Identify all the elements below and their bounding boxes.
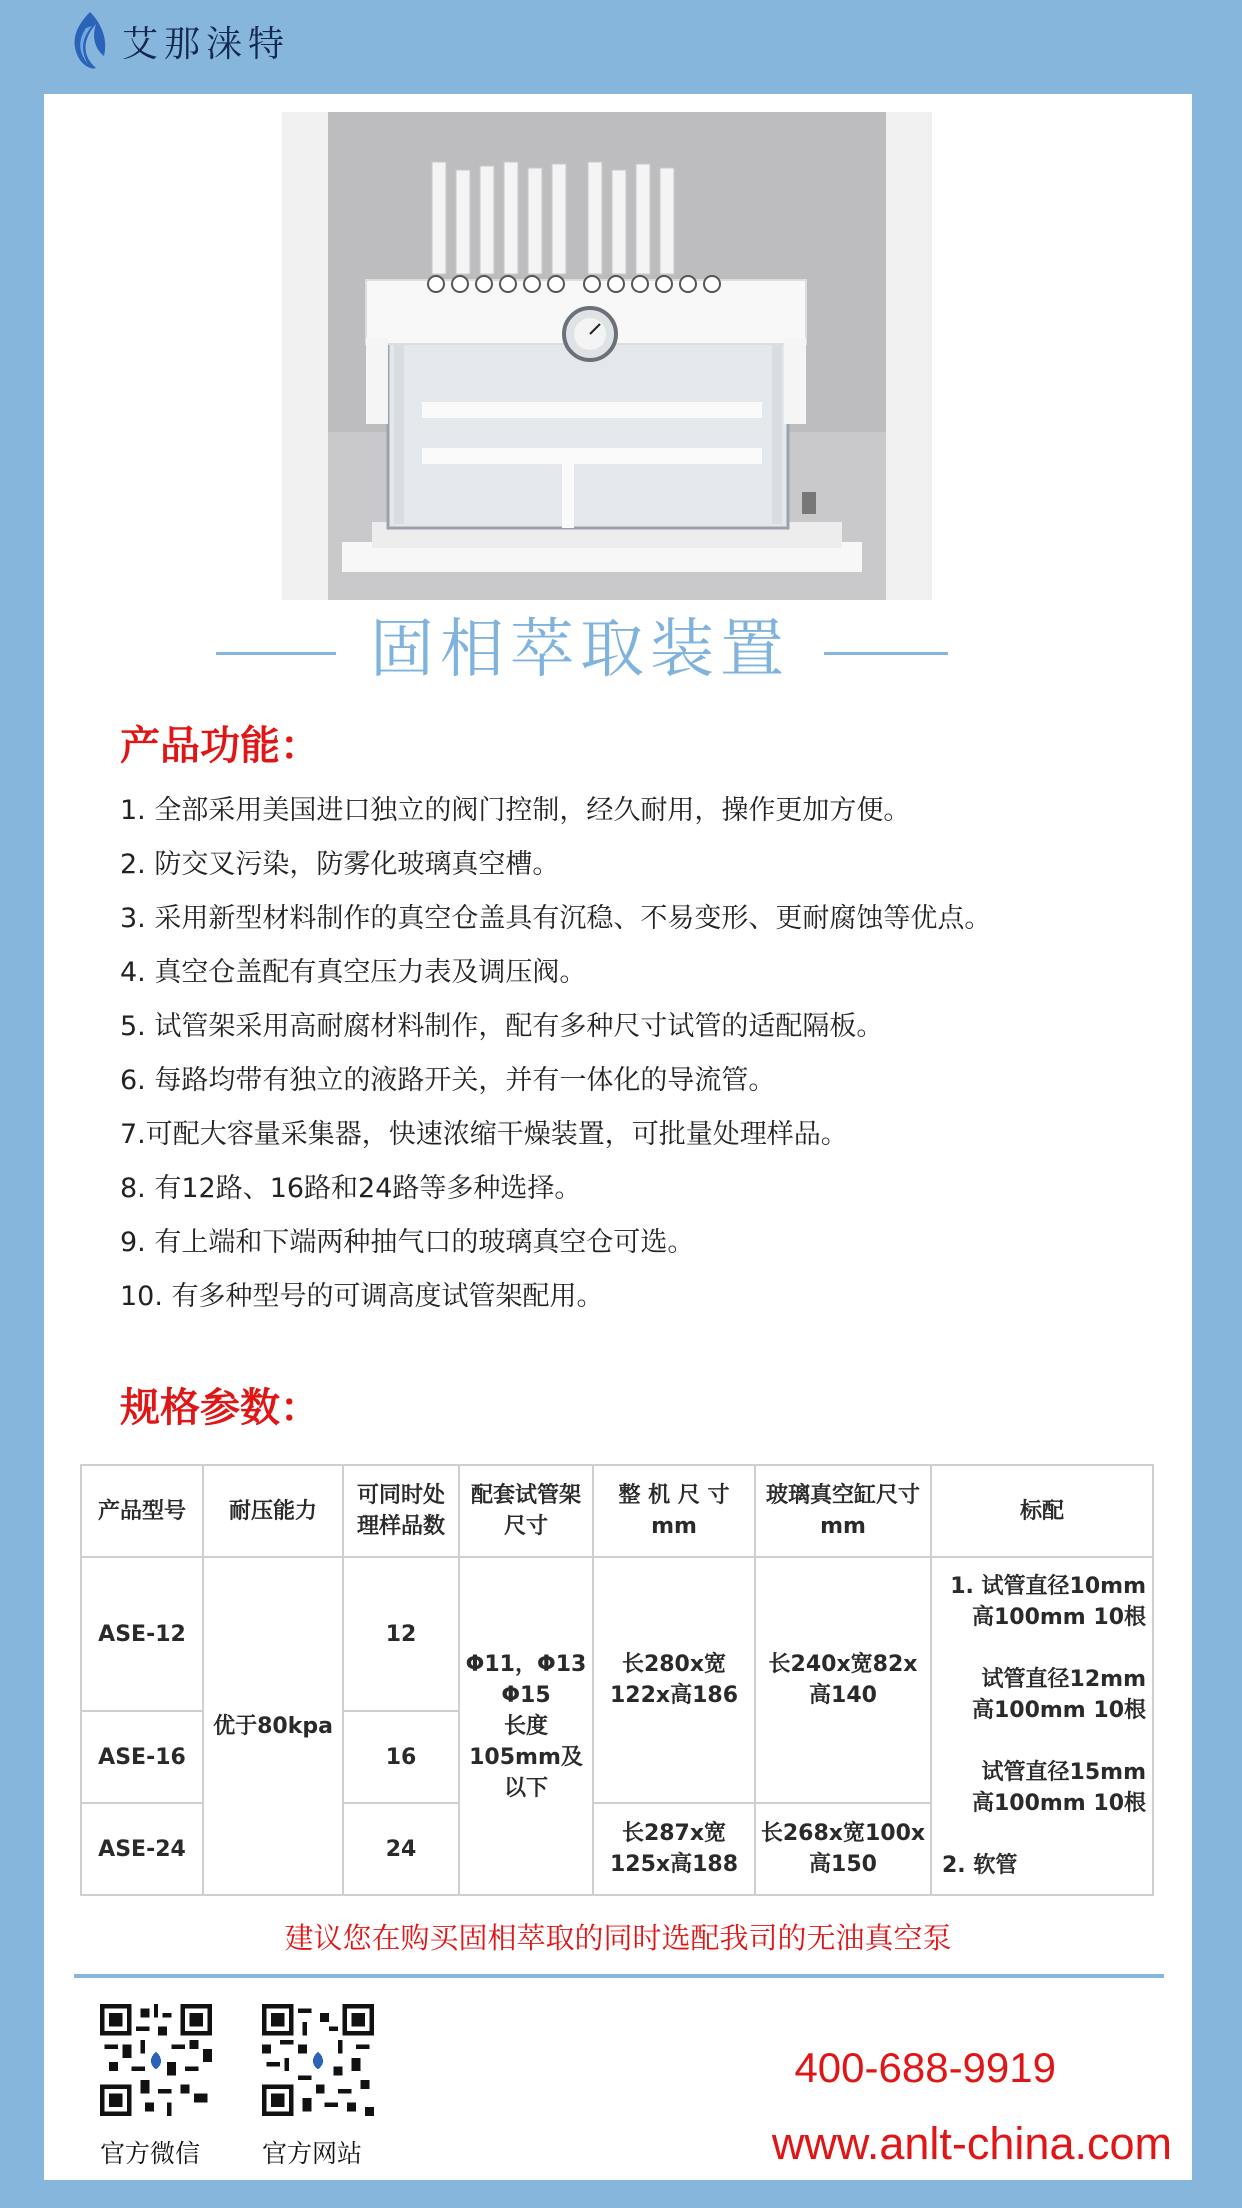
standard-line: [936, 1726, 1146, 1757]
website-qr-label: 官方网站: [262, 2139, 363, 2168]
cell-standard: [931, 1557, 1153, 1895]
specs-heading: 规格参数：: [120, 1385, 320, 1431]
cell-machine-size: [593, 1557, 755, 1803]
rack-size-line: 以下: [503, 1775, 548, 1801]
title-line-left: [216, 652, 336, 655]
brand: [66, 6, 290, 76]
cell-tank-size: [755, 1557, 931, 1803]
brand-name: 艾那涞特: [122, 23, 291, 65]
contact-website-link[interactable]: www.anlt-china.com: [771, 2118, 1172, 2169]
title-line-right: [824, 652, 948, 655]
standard-line: 试管直径12mm: [981, 1667, 1146, 1692]
table-row: [81, 1557, 1153, 1711]
pump-suggestion: 建议您在购买固相萃取的同时选配我司的无油真空泵: [284, 1921, 952, 1955]
machine-size-line: 长287x宽: [621, 1821, 727, 1846]
machine-size-line: 长280x宽: [621, 1652, 727, 1677]
header-samples: 可同时处理样品数: [343, 1465, 459, 1557]
machine-size-line: 122x高186: [609, 1683, 739, 1708]
header-standard: 标配: [931, 1465, 1153, 1557]
machine-size-line: 125x高188: [609, 1852, 739, 1877]
contact-phone[interactable]: 400-688-9919: [794, 2044, 1056, 2091]
feature-item: 3. 采用新型材料制作的真空仓盖具有沉稳、不易变形、更耐腐蚀等优点。: [120, 903, 992, 934]
rack-size-line: Φ11，Φ13: [465, 1651, 587, 1677]
standard-line: 1. 试管直径10mm: [950, 1574, 1146, 1599]
table-header-row: [81, 1465, 1153, 1557]
feature-item: 8. 有12路、16路和24路等多种选择。: [120, 1173, 582, 1204]
features-list: [120, 784, 1180, 1324]
cell-samples: 16: [343, 1711, 459, 1803]
tank-size-line: 高150: [809, 1852, 877, 1877]
standard-line: [936, 1633, 1146, 1664]
feature-item: 10. 有多种型号的可调高度试管架配用。: [120, 1281, 604, 1312]
content-panel: [44, 94, 1192, 2180]
cell-model: ASE-16: [81, 1711, 203, 1803]
wechat-qr-label: 官方微信: [100, 2139, 201, 2168]
feature-item: 6. 每路均带有独立的液路开关，并有一体化的导流管。: [120, 1065, 776, 1096]
tank-size-line: 高140: [809, 1683, 877, 1708]
product-title-row: [44, 602, 1192, 698]
rack-size-line: 105mm及: [469, 1744, 583, 1770]
header-pressure: 耐压能力: [203, 1465, 343, 1557]
cell-samples: 12: [343, 1557, 459, 1711]
website-qr-code[interactable]: [262, 2004, 374, 2116]
standard-line: 高100mm 10根: [971, 1605, 1146, 1630]
rack-size-line: 长度: [503, 1713, 548, 1739]
feature-item: 4. 真空仓盖配有真空压力表及调压阀。: [120, 957, 587, 988]
rack-size-line: Φ15: [501, 1682, 551, 1708]
spec-table: [80, 1464, 1154, 1896]
header-model: 产品型号: [81, 1465, 203, 1557]
feature-item: 7.可配大容量采集器，快速浓缩干燥装置，可批量处理样品。: [120, 1119, 848, 1150]
flame-logo-icon: [66, 10, 110, 72]
feature-item: 9. 有上端和下端两种抽气口的玻璃真空仓可选。: [120, 1227, 695, 1258]
tank-size-line: 长240x宽82x: [768, 1652, 918, 1677]
features-heading: 产品功能：: [120, 723, 320, 769]
header-machine-size: 整 机 尺 寸 mm: [593, 1465, 755, 1557]
feature-item: 1. 全部采用美国进口独立的阀门控制，经久耐用，操作更加方便。: [120, 795, 911, 826]
cell-pressure: 优于80kpa: [203, 1557, 343, 1895]
feature-item: 2. 防交叉污染，防雾化玻璃真空槽。: [120, 849, 560, 880]
cell-model: ASE-12: [81, 1557, 203, 1711]
cell-samples: 24: [343, 1803, 459, 1895]
wechat-qr-code[interactable]: [100, 2004, 212, 2116]
standard-line: [936, 1819, 1146, 1850]
standard-line: 高100mm 10根: [971, 1698, 1146, 1723]
standard-line: 2. 软管: [942, 1853, 1018, 1878]
product-photo: [282, 112, 932, 600]
standard-line: 试管直径15mm: [981, 1760, 1146, 1785]
product-title: 固相萃取装置: [370, 613, 790, 687]
feature-item: 5. 试管架采用高耐腐材料制作，配有多种尺寸试管的适配隔板。: [120, 1011, 884, 1042]
tank-size-line: 长268x宽100x: [760, 1821, 926, 1846]
cell-model: ASE-24: [81, 1803, 203, 1895]
header-rack-size: 配套试管架尺寸: [459, 1465, 593, 1557]
cell-machine-size: [593, 1803, 755, 1895]
cell-rack-size: [459, 1557, 593, 1895]
footer-divider: [74, 1974, 1164, 1978]
standard-line: 高100mm 10根: [971, 1791, 1146, 1816]
header-tank-size: 玻璃真空缸尺寸 mm: [755, 1465, 931, 1557]
cell-tank-size: [755, 1803, 931, 1895]
